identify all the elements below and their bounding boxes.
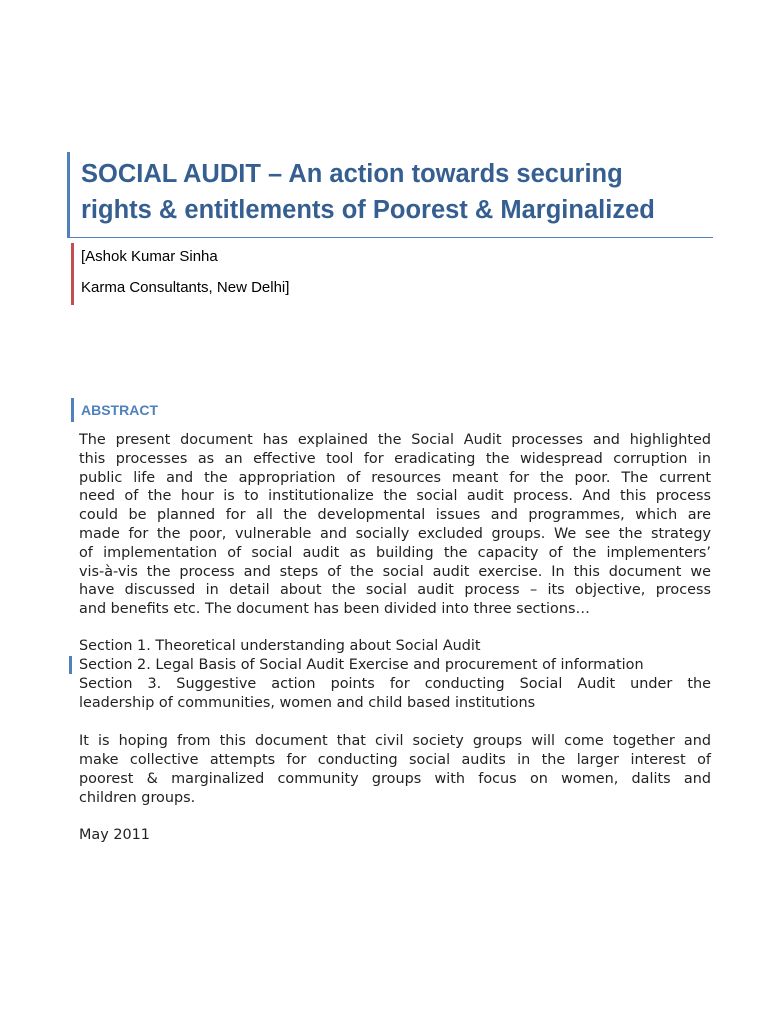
abstract-heading: ABSTRACT xyxy=(71,398,158,422)
abstract-line: The present document has explained the Social Audit processes and highlighted xyxy=(79,432,711,448)
author-block xyxy=(71,243,289,305)
abstract-line: have discussed in detail about the social audit process – its objective, process xyxy=(79,582,711,598)
abstract-line: need of the hour is to institutionalize the social audit process. And this process xyxy=(79,488,711,504)
document-title xyxy=(81,156,655,228)
closing-line: It is hoping from this document that civil society groups will come together and xyxy=(79,733,711,749)
section-item-2: Section 2. Legal Basis of Social Audit Exercise and procurement of information xyxy=(79,657,644,673)
title-line-2: rights & entitlements of Poorest & Marginalized xyxy=(81,196,655,224)
author-name: [Ashok Kumar Sinha xyxy=(81,248,218,265)
document-date: May 2011 xyxy=(79,827,150,843)
abstract-line: public life and the appropriation of resources meant for the poor. The current xyxy=(79,470,711,486)
abstract-line: could be planned for all the developmental issues and programmes, which are xyxy=(79,507,711,523)
abstract-line: this processes as an effective tool for eradicating the widespread corruption in xyxy=(79,451,711,467)
section-item-3-continued: leadership of communities, women and child based institutions xyxy=(79,695,536,711)
closing-line: children groups. xyxy=(79,790,196,806)
closing-line: make collective attempts for conducting social audits in the larger interest of xyxy=(79,752,711,768)
abstract-line: vis-à-vis the process and steps of the social audit exercise. In this document we xyxy=(79,564,711,580)
author-affiliation: Karma Consultants, New Delhi] xyxy=(81,279,290,296)
section-item-3: Section 3. Suggestive action points for conducting Social Audit under the xyxy=(79,676,711,692)
title-block xyxy=(67,152,713,238)
closing-line: poorest & marginalized community groups with focus on women, dalits and xyxy=(79,771,711,787)
title-line-1: SOCIAL AUDIT – An action towards securing xyxy=(81,160,623,188)
section-item-1: Section 1. Theoretical understanding about Social Audit xyxy=(79,638,481,654)
abstract-line: of implementation of social audit as building the capacity of the implementers’ xyxy=(79,545,711,561)
abstract-line: and benefits etc. The document has been divided into three sections… xyxy=(79,601,590,617)
abstract-line: made for the poor, vulnerable and socially excluded groups. We see the strategy xyxy=(79,526,711,542)
section-marker xyxy=(69,656,72,674)
